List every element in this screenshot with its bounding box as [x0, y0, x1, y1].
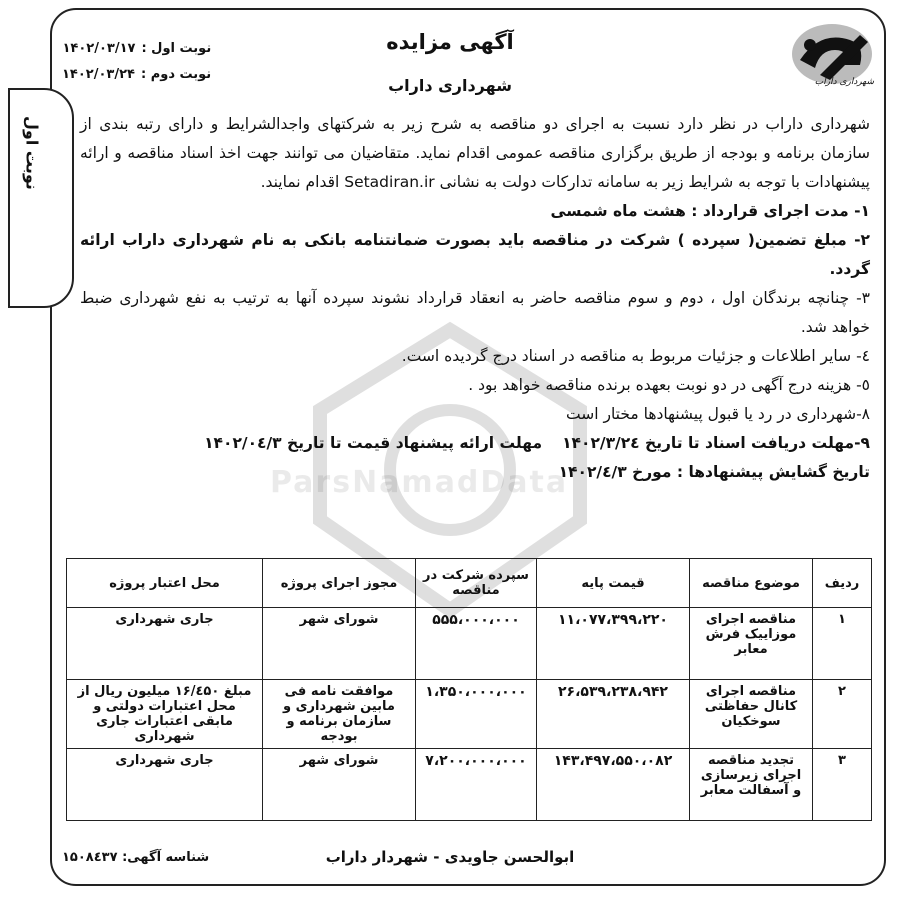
turn-label: نوبت اول : — [141, 41, 212, 56]
turn-first — [62, 36, 211, 62]
row-number: ۱ — [813, 608, 872, 680]
column-header: مجوز اجرای پروژه — [263, 559, 416, 608]
base-price: ۱۱،۰۷۷،۳۹۹،۲۲۰ — [537, 608, 690, 680]
turn-label: نوبت دوم : — [140, 67, 212, 82]
project-permit: شورای شهر — [263, 749, 416, 821]
project-funding: جاری شهرداری — [67, 749, 263, 821]
base-price: ۱۴۳،۴۹۷،۵۵۰،۰۸۲ — [537, 749, 690, 821]
ad-id-value: ۱۵۰۸٤۳۷ — [62, 850, 118, 865]
deadline-row — [80, 429, 870, 458]
base-price: ۲۶،۵۳۹،۲۳۸،۹۴۲ — [537, 680, 690, 749]
logo-caption: شهرداری داراب — [814, 77, 874, 87]
project-funding: مبلغ ۱۶/٤۵۰ میلیون ریال از محل اعتبارات دولتی و مابقی اعتبارات جاری شهرداری — [67, 680, 263, 749]
tender-subject: مناقصه اجرای کانال حفاظتی سوخکیان — [690, 680, 813, 749]
row-number: ۲ — [813, 680, 872, 749]
table-row — [67, 608, 872, 680]
condition-item: ٥- هزینه درج آگهی در دو نوبت بعهده برنده مناقصه خواهد بود . — [468, 376, 870, 394]
condition-item: ۳- چنانچه برندگان اول ، دوم و سوم مناقصه حاضر به انعقاد قرارداد نشوند سپرده آنها به ترتیب به نفع شهرداری ضبط خواهد شد. — [80, 289, 870, 336]
column-header: موضوع مناقصه — [690, 559, 813, 608]
row-number: ۳ — [813, 749, 872, 821]
publication-turns — [62, 36, 211, 88]
page-title: آگهی مزایده — [386, 30, 514, 54]
intro-paragraph: شهرداری داراب در نظر دارد نسبت به اجرای دو مناقصه به شرح زیر به شرکتهای واجدالشرایط و دارای رتبه بندی از سازمان برنامه و بودجه از طریق برگزاری مناقصه عمومی اقدام نماید. متقاضیان می توانند جهت اخذ اسناد مناقصه و ارائه پیشنهادات با توجه به شرایط زیر به سامانه تدارکات دولت به نشانی Setadiran.ir اقدام نمایند. — [80, 115, 870, 191]
deposit: ۷،۲۰۰،۰۰۰،۰۰۰ — [416, 749, 537, 821]
watermark-text: ParsNamadData — [270, 465, 569, 500]
table-row — [67, 749, 872, 821]
column-header: محل اعتبار پروژه — [67, 559, 263, 608]
condition-item: ۲- مبلغ تضمین( سپرده ) شرکت در مناقصه باید بصورت ضمانتنامه بانکی به نام شهرداری داراب ارائه گردد. — [80, 231, 870, 278]
project-funding: جاری شهرداری — [67, 608, 263, 680]
side-label: نوبت اول — [22, 116, 42, 190]
page-subtitle: شهرداری داراب — [388, 76, 512, 95]
ad-id-label: شناسه آگهی: — [122, 850, 210, 865]
condition-item: ٨-شهرداری در رد یا قبول پیشنهادها مختار است — [566, 405, 870, 423]
signature: ابوالحسن جاویدی - شهردار داراب — [325, 848, 575, 866]
tender-subject: تجدید مناقصه اجرای زیرسازی و آسفالت معابر — [690, 749, 813, 821]
turn-date: ۱۴۰۲/۰۳/۲۴ — [62, 67, 135, 82]
document-deadline: ۹-مهلت دریافت اسناد تا تاریخ ۱۴۰۲/۳/۲٤ — [562, 434, 870, 452]
deposit: ۱،۳۵۰،۰۰۰،۰۰۰ — [416, 680, 537, 749]
column-header: قیمت پایه — [537, 559, 690, 608]
opening-date: تاریخ گشایش پیشنهادها : مورخ ۱۴۰۲/٤/۳ — [558, 463, 870, 481]
column-header: سپرده شرکت در مناقصه — [416, 559, 537, 608]
project-permit: موافقت نامه فی مابین شهرداری و سازمان برنامه و بودجه — [263, 680, 416, 749]
tender-table — [66, 558, 872, 821]
tender-subject: مناقصه اجرای موزاییک فرش معابر — [690, 608, 813, 680]
turn-second — [62, 62, 211, 88]
column-header: ردیف — [813, 559, 872, 608]
offer-deadline: مهلت ارائه پیشنهاد قیمت تا تاریخ ۱۴۰۲/۰٤/۳ — [204, 434, 543, 452]
deposit: ۵۵۵،۰۰۰،۰۰۰ — [416, 608, 537, 680]
table-row — [67, 680, 872, 749]
turn-date: ۱۴۰۲/۰۳/۱۷ — [62, 41, 136, 56]
project-permit: شورای شهر — [263, 608, 416, 680]
table-header-row — [67, 559, 872, 608]
ad-id — [62, 850, 209, 865]
ad-body — [80, 110, 870, 487]
condition-item: ۱- مدت اجرای قرارداد : هشت ماه شمسی — [550, 202, 870, 220]
condition-item: ٤- سایر اطلاعات و جزئیات مربوط به مناقصه در اسناد درج گردیده است. — [401, 347, 870, 365]
